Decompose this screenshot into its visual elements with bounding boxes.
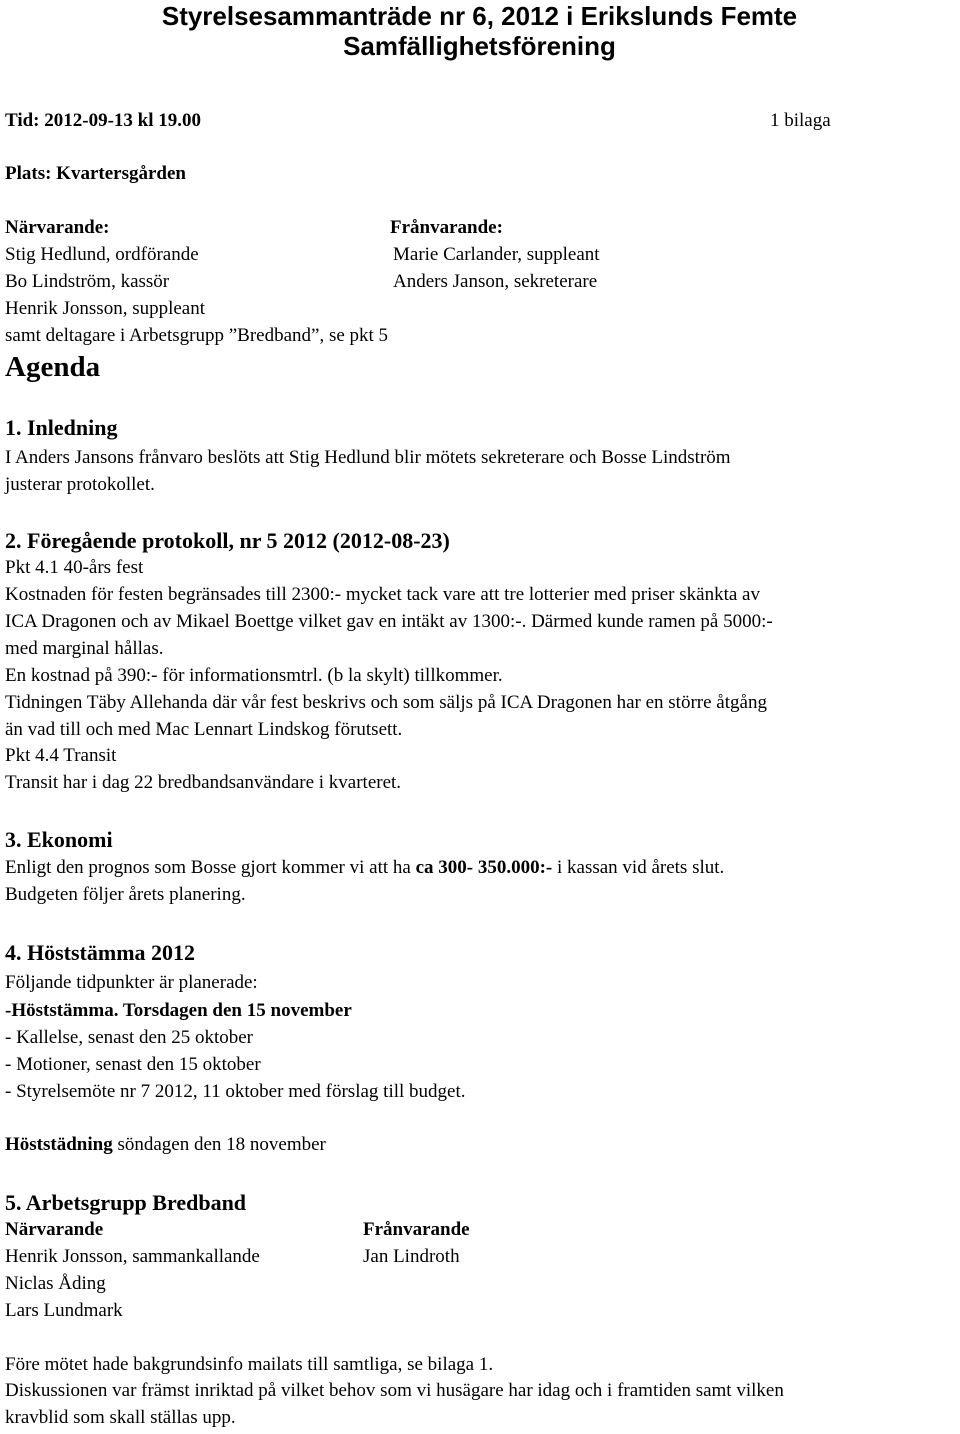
- section-1-heading: 1. Inledning: [5, 415, 118, 440]
- present-member: Stig Hedlund, ordförande: [5, 244, 199, 265]
- section-2-text: Kostnaden för festen begränsades till 2300:- mycket tack vare att tre lotterier med priser skänkta av: [5, 584, 760, 605]
- section-4-intro: Följande tidpunkter är planerade:: [5, 972, 258, 993]
- section-2-text: med marginal hållas.: [5, 638, 164, 659]
- section-5-note: Diskussionen var främst inriktad på vilket behov som vi husägare har idag och i framtiden samt vilken: [5, 1380, 784, 1401]
- working-group-present-member: Henrik Jonsson, sammankallande: [5, 1246, 260, 1267]
- absent-header: Frånvarande:: [390, 217, 503, 238]
- section-3-heading: 3. Ekonomi: [5, 827, 113, 852]
- section-4-item: - Kallelse, senast den 25 oktober: [5, 1027, 253, 1048]
- section-2-text: En kostnad på 390:- för informationsmtrl. (b la skylt) tillkommer.: [5, 665, 503, 686]
- section-4-meeting: -Höststämma. Torsdagen den 15 november: [5, 1000, 352, 1021]
- working-group-present-member: Niclas Åding: [5, 1273, 106, 1294]
- document-title-line-1: Styrelsesammanträde nr 6, 2012 i Erikslunds Femte: [161, 1, 798, 31]
- document-title-line-2: Samfällighetsförening: [343, 31, 616, 61]
- section-3-budget: Budgeten följer årets planering.: [5, 884, 246, 905]
- present-member: samt deltagare i Arbetsgrupp ”Bredband”, se pkt 5: [5, 325, 389, 346]
- working-group-absent-member: Jan Lindroth: [363, 1246, 460, 1267]
- section-2-text: än vad till och med Mac Lennart Lindskog förutsett.: [5, 719, 403, 740]
- section-5-note: kravblid som skall ställas upp.: [5, 1407, 236, 1428]
- section-5-heading: 5. Arbetsgrupp Bredband: [5, 1190, 247, 1215]
- meeting-place: Plats: Kvartersgården: [5, 163, 186, 184]
- working-group-present-header: Närvarande: [5, 1219, 104, 1240]
- forecast-text-end: i kassan vid årets slut.: [552, 857, 725, 878]
- agenda-heading: Agenda: [5, 351, 101, 383]
- section-4-item: - Motioner, senast den 15 oktober: [5, 1054, 261, 1075]
- absent-member: Marie Carlander, suppleant: [393, 244, 600, 265]
- working-group-absent-header: Frånvarande: [363, 1219, 470, 1240]
- cleanup-label: Höststädning: [5, 1134, 113, 1155]
- section-1-text: I Anders Jansons frånvaro beslöts att Stig Hedlund blir mötets sekreterare och Bosse Lindström: [5, 447, 731, 468]
- section-2-text: Tidningen Täby Allehanda där vår fest beskrivs och som säljs på ICA Dragonen har en större åtgång: [5, 692, 767, 713]
- forecast-amount: ca 300- 350.000:-: [415, 857, 553, 878]
- section-5-note: Före mötet hade bakgrundsinfo mailats till samtliga, se bilaga 1.: [5, 1354, 494, 1375]
- present-member: Bo Lindström, kassör: [5, 271, 170, 292]
- section-2-text: Pkt 4.1 40-års fest: [5, 557, 144, 578]
- section-1-text: justerar protokollet.: [5, 474, 155, 495]
- section-2-text: Pkt 4.4 Transit: [5, 745, 117, 766]
- meeting-time: Tid: 2012-09-13 kl 19.00: [5, 110, 202, 131]
- cleanup-date: söndagen den 18 november: [112, 1134, 326, 1155]
- section-2-text: Transit har i dag 22 bredbandsanvändare i kvarteret.: [5, 772, 402, 793]
- forecast-text: Enligt den prognos som Bosse gjort kommer vi att ha: [5, 857, 416, 878]
- section-3-forecast: [5, 857, 724, 879]
- section-2-text: ICA Dragonen och av Mikael Boettge vilket gav en intäkt av 1300:-. Därmed kunde ramen på 5000:-: [5, 611, 773, 632]
- present-member: Henrik Jonsson, suppleant: [5, 298, 206, 319]
- section-4-cleanup: [5, 1134, 326, 1156]
- absent-member: Anders Janson, sekreterare: [393, 271, 598, 292]
- present-header: Närvarande:: [5, 217, 110, 238]
- attachment-count: 1 bilaga: [770, 110, 831, 131]
- section-2-heading: 2. Föregående protokoll, nr 5 2012 (2012-08-23): [5, 528, 450, 553]
- section-4-heading: 4. Höststämma 2012: [5, 940, 196, 965]
- working-group-present-member: Lars Lundmark: [5, 1300, 123, 1321]
- section-4-item: - Styrelsemöte nr 7 2012, 11 oktober med förslag till budget.: [5, 1081, 466, 1102]
